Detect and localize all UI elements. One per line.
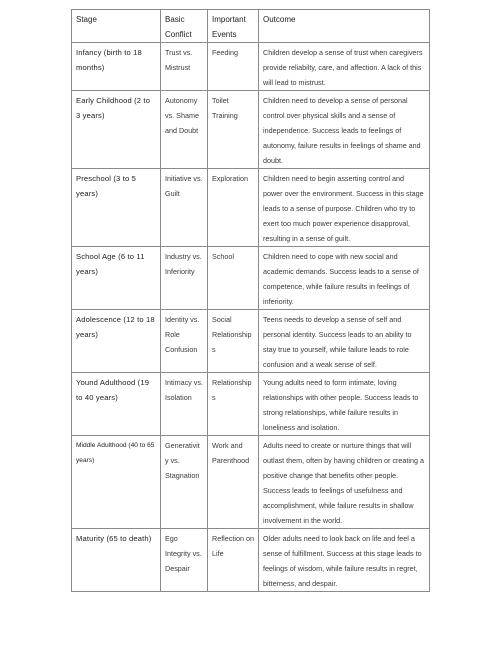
cell-stage: Early Childhood (2 to 3 years) bbox=[72, 91, 161, 169]
table-row bbox=[72, 373, 430, 436]
cell-stage: Middle Adulthood (40 to 65 years) bbox=[72, 436, 161, 529]
table-header-row bbox=[72, 10, 430, 43]
cell-conflict: Intimacy vs. Isolation bbox=[161, 373, 208, 436]
cell-outcome: Adults need to create or nurture things that will outlast them, often by having children or creating a positive change that benefits other people. Success leads to feelings of usefulness and accomplishment, while failure results in shallow involvement in the world. bbox=[259, 436, 430, 529]
cell-outcome: Children need to begin asserting control and power over the environment. Success in this stage leads to a sense of purpose. Children who try to exert too much power experience disapproval, resulting in a sense of guilt. bbox=[259, 169, 430, 247]
cell-events: Relationships bbox=[208, 373, 259, 436]
header-outcome: Outcome bbox=[259, 10, 430, 43]
table-row bbox=[72, 529, 430, 592]
cell-outcome: Teens needs to develop a sense of self and personal identity. Success leads to an ability to stay true to yourself, while failure leads to role confusion and a weak sense of self. bbox=[259, 310, 430, 373]
cell-stage: Maturity (65 to death) bbox=[72, 529, 161, 592]
cell-stage: Adolescence (12 to 18 years) bbox=[72, 310, 161, 373]
cell-conflict: Generativity vs. Stagnation bbox=[161, 436, 208, 529]
cell-outcome: Young adults need to form intimate, loving relationships with other people. Success leads to strong relationships, while failure results in loneliness and isolation. bbox=[259, 373, 430, 436]
table-row bbox=[72, 247, 430, 310]
cell-events: Feeding bbox=[208, 43, 259, 91]
table-row bbox=[72, 436, 430, 529]
cell-events: School bbox=[208, 247, 259, 310]
cell-stage: Yound Adulthood (19 to 40 years) bbox=[72, 373, 161, 436]
cell-stage: Preschool (3 to 5 years) bbox=[72, 169, 161, 247]
cell-events: Work and Parenthood bbox=[208, 436, 259, 529]
document-page bbox=[71, 9, 429, 592]
table-row bbox=[72, 43, 430, 91]
cell-events: Social Relationships bbox=[208, 310, 259, 373]
table-row bbox=[72, 310, 430, 373]
cell-conflict: Trust vs. Mistrust bbox=[161, 43, 208, 91]
cell-outcome: Children develop a sense of trust when caregivers provide reliabilty, care, and affection. A lack of this will lead to mistrust. bbox=[259, 43, 430, 91]
cell-outcome: Children need to cope with new social and academic demands. Success leads to a sense of competence, while failure results in feelings of inferiority. bbox=[259, 247, 430, 310]
cell-conflict: Identity vs. Role Confusion bbox=[161, 310, 208, 373]
cell-stage: School Age (6 to 11 years) bbox=[72, 247, 161, 310]
header-basic-conflict: Basic Conflict bbox=[161, 10, 208, 43]
cell-conflict: Ego Integrity vs. Despair bbox=[161, 529, 208, 592]
cell-conflict: Initiative vs. Guilt bbox=[161, 169, 208, 247]
cell-conflict: Autonomy vs. Shame and Doubt bbox=[161, 91, 208, 169]
cell-events: Toilet Training bbox=[208, 91, 259, 169]
table-row bbox=[72, 169, 430, 247]
cell-stage: Infancy (birth to 18 months) bbox=[72, 43, 161, 91]
erikson-stages-table bbox=[71, 9, 430, 592]
cell-conflict: Industry vs. Inferiority bbox=[161, 247, 208, 310]
header-important-events: Important Events bbox=[208, 10, 259, 43]
header-stage: Stage bbox=[72, 10, 161, 43]
cell-outcome: Older adults need to look back on life and feel a sense of fulfillment. Success at this stage leads to feelings of wisdom, while failure results in regret, bitterness, and despair. bbox=[259, 529, 430, 592]
cell-outcome: Children need to develop a sense of personal control over physical skills and a sense of independence. Success leads to feelings of autonomy, failure results in feelings of shame and doubt. bbox=[259, 91, 430, 169]
cell-events: Reflection on Life bbox=[208, 529, 259, 592]
cell-events: Exploration bbox=[208, 169, 259, 247]
table-row bbox=[72, 91, 430, 169]
